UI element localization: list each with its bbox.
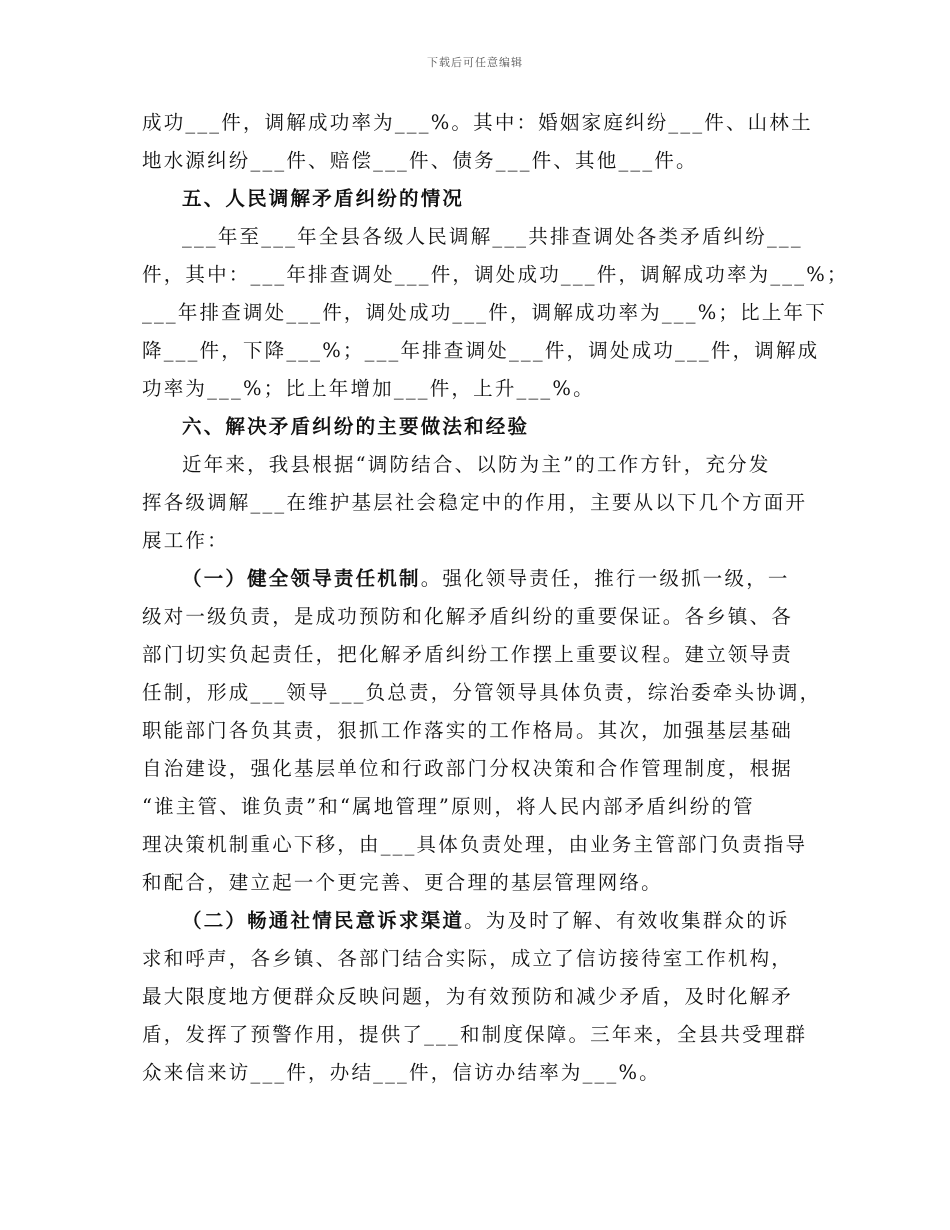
- paragraph-line: 成功___件，调解成功率为___%。其中：婚姻家庭纠纷___件、山林土: [142, 111, 813, 134]
- paragraph-line: 降___件，下降___%；___年排查调处___件，调处成功___件，调解成: [142, 339, 820, 362]
- paragraph-line: ___年排查调处___件，调处成功___件，调解成功率为___%；比上年下: [142, 301, 827, 324]
- paragraph-line: “谁主管、谁负责”和“属地管理”原则，将人民内部矛盾纠纷的管: [142, 795, 755, 818]
- paragraph-line: 近年来，我县根据“调防结合、以防为主”的工作方针，充分发: [182, 453, 771, 476]
- page-header: 下载后可任意编辑: [427, 56, 523, 69]
- paragraph-line: ___年至___年全县各级人民调解___共排查调处各类矛盾纠纷___: [182, 225, 803, 248]
- paragraph-line: 地水源纠纷___件、赔偿___件、债务___件、其他___件。: [142, 149, 698, 172]
- paragraph-line: 级对一级负责，是成功预防和化解矛盾纠纷的重要保证。各乡镇、各: [142, 605, 794, 628]
- subsection-line: [182, 906, 790, 936]
- paragraph-line: 功率为___%；比上年增加___件，上升___%。: [142, 377, 595, 400]
- paragraph-line: 自治建设，强化基层单位和行政部门分权决策和合作管理制度，根据: [142, 757, 794, 780]
- subsection-text: 。为及时了解、有效收集群众的诉: [464, 909, 790, 932]
- subsection-heading-2: （二）畅通社情民意诉求渠道: [182, 909, 465, 932]
- section-heading-5: 五、人民调解矛盾纠纷的情况: [182, 187, 465, 210]
- subsection-text: 。强化领导责任，推行一级抓一级，一: [420, 567, 790, 590]
- paragraph-line: 件，其中：___年排查调处___件，调处成功___件，调解成功率为___%；: [142, 263, 849, 286]
- section-heading-6: 六、解决矛盾纠纷的主要做法和经验: [182, 415, 530, 438]
- paragraph-line: 最大限度地方便群众反映问题，为有效预防和减少矛盾，及时化解矛: [142, 985, 794, 1008]
- paragraph-line: 任制，形成___领导___负总责，分管领导具体负责，综治委牵头协调，: [142, 681, 822, 704]
- paragraph-line: 挥各级调解___在维护基层社会稳定中的作用，主要从以下几个方面开: [142, 491, 808, 514]
- paragraph-line: 职能部门各负其责，狠抓工作落实的工作格局。其次，加强基层基础: [142, 719, 794, 742]
- paragraph-line: 理决策机制重心下移，由___具体负责处理，由业务主管部门负责指导: [142, 833, 808, 856]
- subsection-heading-1: （一）健全领导责任机制: [182, 567, 421, 590]
- subsection-line: [182, 564, 790, 594]
- paragraph-line: 求和呼声，各乡镇、各部门结合实际，成立了信访接待室工作机构，: [142, 947, 794, 970]
- paragraph-line: 众来信来访___件，办结___件，信访办结率为___%。: [142, 1061, 661, 1084]
- paragraph-line: 盾，发挥了预警作用，提供了___和制度保障。三年来，全县共受理群: [142, 1023, 808, 1046]
- paragraph-line: 和配合，建立起一个更完善、更合理的基层管理网络。: [142, 871, 663, 894]
- paragraph-line: 部门切实负起责任，把化解矛盾纠纷工作摆上重要议程。建立领导责: [142, 643, 794, 666]
- paragraph-line: 展工作：: [142, 529, 229, 552]
